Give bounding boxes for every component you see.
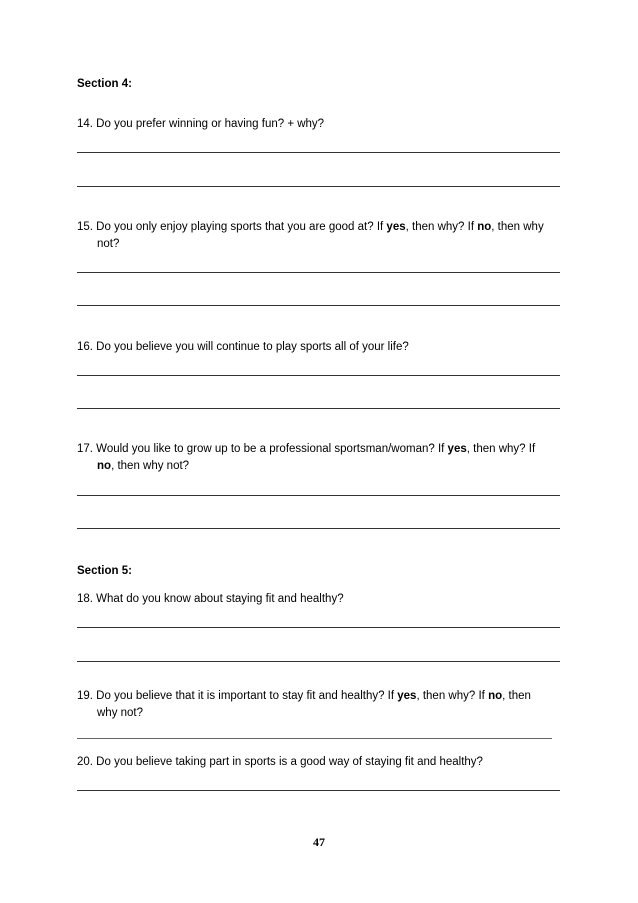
question-19-continuation: why not? (97, 707, 144, 719)
answer-line-17-2 (77, 528, 560, 529)
question-18: 18. What do you know about staying fit and healthy? (77, 593, 344, 605)
section-5-title: Section 5: (77, 565, 132, 577)
question-14: 14. Do you prefer winning or having fun? + why? (77, 118, 325, 130)
question-16: 16. Do you believe you will continue to play sports all of your life? (77, 341, 409, 353)
section-4-title: Section 4: (77, 78, 132, 90)
question-15-text-b: , then why? If (405, 221, 478, 233)
answer-line-18-1 (77, 627, 560, 628)
question-15-text-c: , then why (491, 221, 544, 233)
question-15-no: no (477, 221, 492, 233)
question-17-text-a: 17. Would you like to grow up to be a professional sportsman/woman? If (77, 443, 448, 455)
question-19-text-a: 19. Do you believe that it is important to stay fit and healthy? If (77, 690, 398, 702)
question-17-continuation (77, 458, 567, 475)
answer-line-18-2 (77, 661, 560, 662)
question-15-continuation: not? (97, 238, 120, 250)
question-17-yes: yes (447, 443, 467, 455)
answer-line-19-1 (77, 738, 552, 739)
question-17 (77, 441, 567, 475)
question-15-yes: yes (386, 221, 406, 233)
answer-line-16-1 (77, 375, 560, 376)
page-number: 47 (313, 835, 325, 849)
question-19-yes: yes (397, 690, 417, 702)
answer-line-16-2 (77, 408, 560, 409)
question-19-text-c: , then (502, 690, 531, 702)
question-20: 20. Do you believe taking part in sports is a good way of staying fit and healthy? (77, 756, 483, 768)
answer-line-14-1 (77, 152, 560, 153)
question-19 (77, 688, 567, 722)
question-19-no: no (488, 690, 503, 702)
question-15 (77, 219, 567, 253)
answer-line-14-2 (77, 186, 560, 187)
question-17-no: no (97, 460, 112, 472)
question-19-text-b: , then why? If (416, 690, 489, 702)
question-15-text-a: 15. Do you only enjoy playing sports that you are good at? If (77, 221, 387, 233)
answer-line-15-1 (77, 272, 560, 273)
answer-line-20-1 (77, 790, 560, 791)
question-17-text-c: , then why not? (111, 460, 190, 472)
answer-line-17-1 (77, 495, 560, 496)
answer-line-15-2 (77, 305, 560, 306)
question-17-text-b: , then why? If (466, 443, 536, 455)
